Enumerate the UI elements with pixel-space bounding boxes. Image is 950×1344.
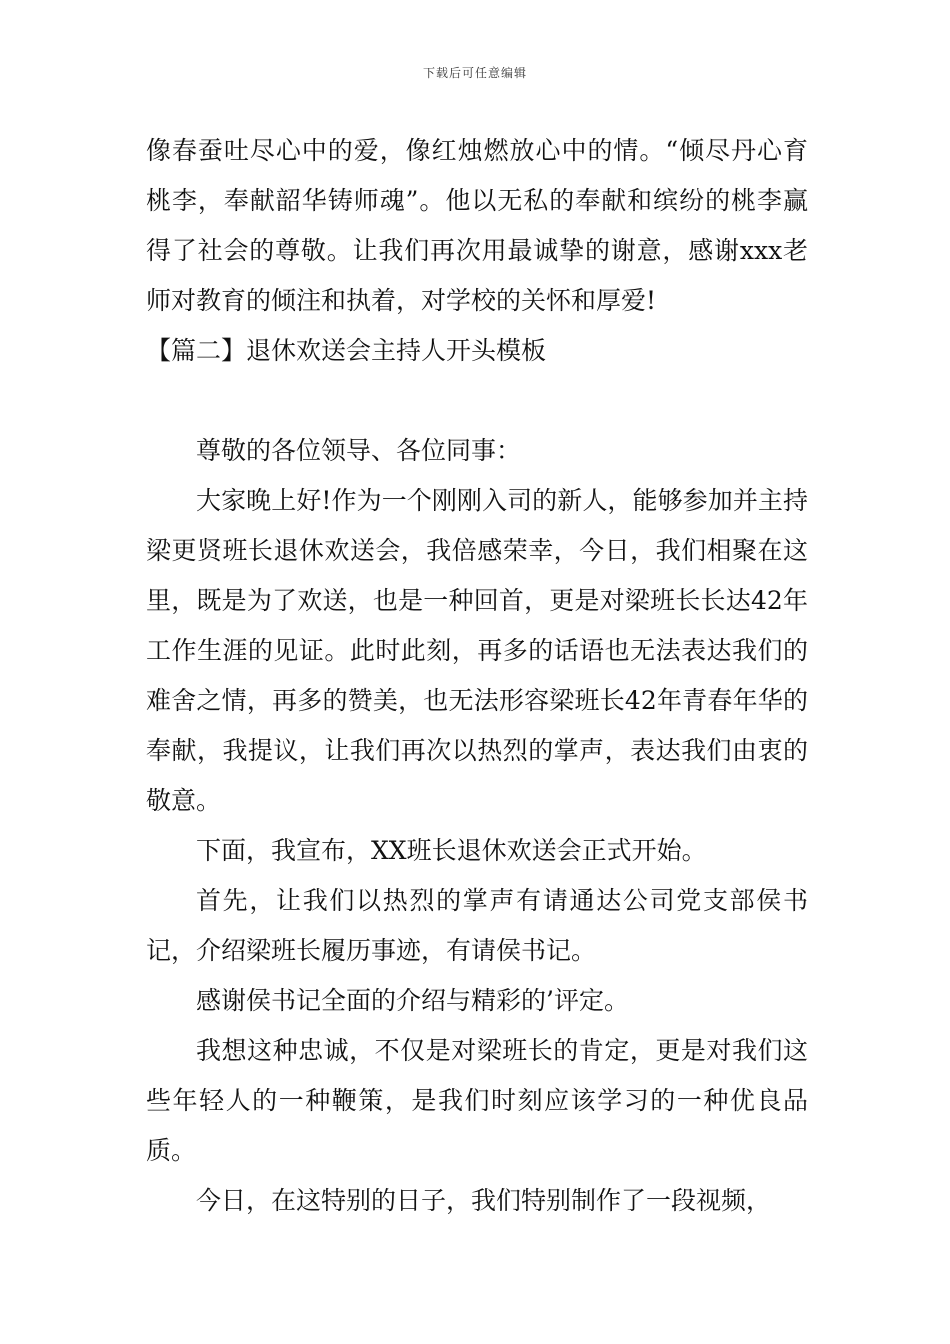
blank-line [146,376,808,426]
section-heading: 【篇二】退休欢送会主持人开头模板 [146,336,547,365]
continuation-paragraph: 像春蚕吐尽心中的爱，像红烛燃放心中的情。“倾尽丹心育桃李，奉献韶华铸师魂”。他以无私的奉献和缤纷的桃李赢得了社会的尊敬。让我们再次用最诚挚的谢意，感谢xxx老师对教育的倾注和执着，对学校的关怀和厚爱! [146,136,808,315]
page-header-note: 下载后可任意编辑 [422,66,527,80]
paragraph: 我想这种忠诚，不仅是对梁班长的肯定，更是对我们这些年轻人的一种鞭策，是我们时刻应该学习的一种优良品质。 [146,1036,808,1165]
paragraph: 首先，让我们以热烈的掌声有请通达公司党支部侯书记，介绍梁班长履历事迹，有请侯书记。 [146,886,808,965]
paragraph: 下面，我宣布，XX班长退休欢送会正式开始。 [196,836,707,865]
paragraph: 感谢侯书记全面的介绍与精彩的’评定。 [196,986,629,1015]
document-body [146,126,808,1226]
paragraph: 大家晚上好!作为一个刚刚入司的新人，能够参加并主持梁更贤班长退休欢送会，我倍感荣幸，今日，我们相聚在这里，既是为了欢送，也是一种回首，更是对梁班长长达42年工作生涯的见证。此时此刻，再多的话语也无法表达我们的难舍之情，再多的赞美，也无法形容梁班长42年青春年华的奉献，我提议，让我们再次以热烈的掌声，表达我们由衷的敬意。 [146,486,808,815]
paragraph-salutation: 尊敬的各位领导、各位同事： [196,436,522,465]
paragraph: 今日，在这特别的日子，我们特别制作了一段视频， [196,1186,772,1215]
